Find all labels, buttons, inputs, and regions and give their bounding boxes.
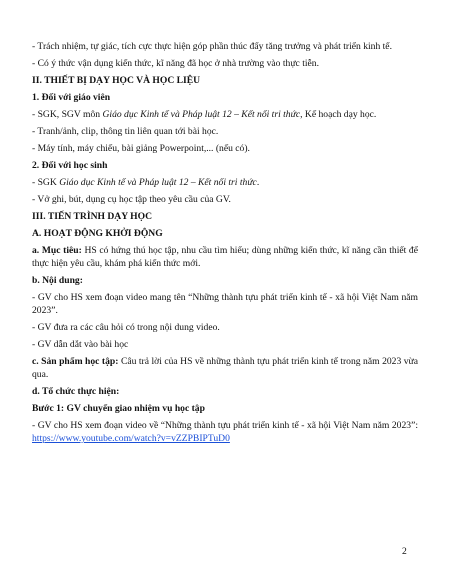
- list-item-may-tinh: - Máy tính, máy chiếu, bài giảng Powerpoint,... (nếu có).: [32, 143, 250, 154]
- label-to-chuc: d. Tổ chức thực hiện:: [32, 386, 120, 397]
- heading-khoi-dong: A. HOẠT ĐỘNG KHỞI ĐỘNG: [32, 228, 163, 239]
- label-san-pham: c. Sản phẩm học tập:: [32, 356, 119, 367]
- paragraph-muc-tieu: [32, 244, 418, 270]
- heading-tien-trinh: III. TIẾN TRÌNH DẠY HỌC: [32, 211, 153, 222]
- youtube-link[interactable]: https://www.youtube.com/watch?v=vZZPBIPTuD0: [32, 433, 230, 444]
- book-title: Giáo dục Kinh tế và Pháp luật 12 – Kết nối tri thức: [59, 177, 257, 188]
- text-run: - SGK, SGV môn: [32, 109, 103, 120]
- subheading-giao-vien: 1. Đối với giáo viên: [32, 92, 111, 103]
- list-item-sgk-hs: [32, 176, 418, 189]
- page-content: [32, 40, 418, 449]
- list-item-xem-video: - GV cho HS xem đoạn video mang tên “Những thành tựu phát triển kinh tế - xã hội Việt Nam năm 2023”.: [32, 292, 418, 316]
- paragraph-trach-nhiem: - Trách nhiệm, tự giác, tích cực thực hiện góp phần thúc đẩy tăng trưởng và phát triển kinh tế.: [32, 41, 392, 52]
- subheading-hoc-sinh: 2. Đối với học sinh: [32, 160, 108, 171]
- text-run: - GV cho HS xem đoạn video về “Những thành tựu phát triển kinh tế - xã hội Việt Nam năm 2023”:: [32, 420, 418, 431]
- book-title: Giáo dục Kinh tế và Pháp luật 12 – Kết nối tri thức: [102, 109, 301, 120]
- list-item-sgk-gv: [32, 108, 418, 121]
- text-muc-tieu: HS có hứng thú học tập, nhu cầu tìm hiểu; dùng những kiến thức, kĩ năng cần thiết để thực hiện yêu cầu, khám phá kiến thức mới.: [32, 245, 418, 269]
- page-number: 2: [402, 546, 407, 557]
- paragraph-san-pham: [32, 355, 418, 381]
- list-item-vo-ghi: - Vở ghi, bút, dụng cụ học tập theo yêu cầu của GV.: [32, 194, 231, 205]
- label-muc-tieu: a. Mục tiêu:: [32, 245, 82, 256]
- paragraph-y-thuc: - Có ý thức vận dụng kiến thức, kĩ năng đã học ở nhà trường vào thực tiễn.: [32, 58, 319, 69]
- text-run: , Kế hoạch dạy học.: [300, 109, 377, 120]
- paragraph-video-link: [32, 419, 418, 445]
- text-run: - SGK: [32, 177, 60, 188]
- label-noi-dung: b. Nội dung:: [32, 275, 83, 286]
- list-item-cau-hoi: - GV đưa ra các câu hỏi có trong nội dung video.: [32, 322, 220, 333]
- text-san-pham: Câu trả lời của HS về những thành tựu phát triển kinh tế trong năm 2023 vừa qua.: [32, 356, 418, 380]
- heading-buoc-1: Bước 1: GV chuyển giao nhiệm vụ học tập: [32, 403, 205, 414]
- list-item-tranh-anh: - Tranh/ảnh, clip, thông tin liên quan tới bài học.: [32, 126, 219, 137]
- list-item-dan-dat: - GV dẫn dắt vào bài học: [32, 339, 129, 350]
- text-run: .: [256, 177, 260, 188]
- heading-thiet-bi: II. THIẾT BỊ DẠY HỌC VÀ HỌC LIỆU: [32, 75, 201, 86]
